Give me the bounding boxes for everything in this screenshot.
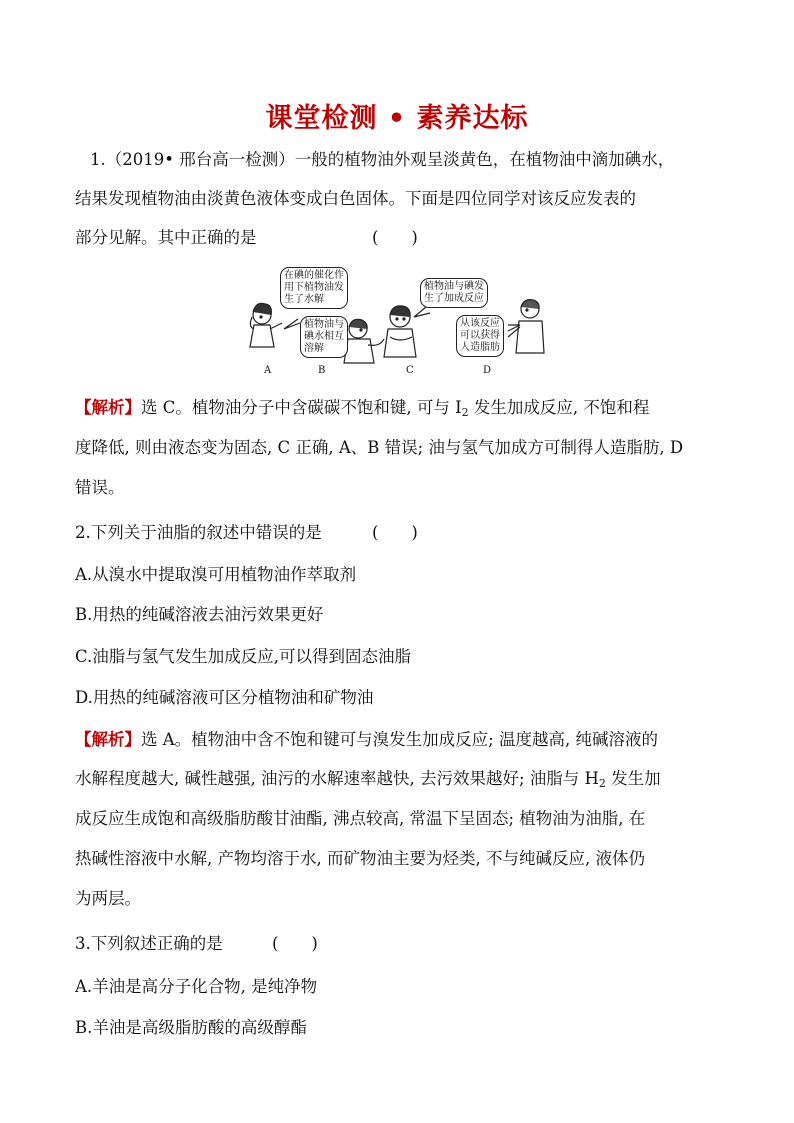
q1-analysis-line-3: 错误。 (75, 478, 125, 497)
speech-bubble-b: 植物油与 碘水相互 溶解 (300, 316, 348, 358)
figure-label-a: A (264, 365, 272, 376)
q2-analysis-line-4: 热碱性溶液中水解, 产物均溶于水, 而矿物油主要为烃类, 不与纯碱反应, 液体仍 (75, 849, 645, 868)
q1-stem-line-1: 1.（2019• 邢台高一检测）一般的植物油外观呈淡黄色，在植物油中滴加碘水， (90, 150, 675, 169)
q2-analysis-line-3: 成反应生成饱和高级脂肪酸甘油酯, 沸点较高, 常温下呈固态; 植物油为油脂, 在 (75, 809, 646, 828)
speech-bubble-c: 植物油与碘发 生了加成反应 (420, 278, 488, 308)
q1-cartoon-figure (240, 267, 550, 379)
q2-option-a: A.从溴水中提取溴可用植物油作萃取剂 (75, 565, 357, 584)
q1-stem-line-3: 部分见解。其中正确的是 (75, 228, 257, 247)
speech-bubble-a: 在碘的催化作 用下植物油发 生了水解 (280, 267, 348, 309)
q2-option-b: B.用热的纯碱溶液去油污效果更好 (75, 605, 324, 624)
speech-bubble-d: 从该反应 可以获得 人造脂肪 (456, 315, 504, 357)
q2-option-c: C.油脂与氢气发生加成反应,可以得到固态油脂 (75, 647, 412, 666)
q3-stem: 3.下列叙述正确的是 (75, 934, 223, 953)
q3-option-a: A.羊油是高分子化合物, 是纯净物 (75, 977, 318, 996)
q2-analysis-line-5: 为两层。 (75, 889, 141, 908)
figure-label-b: B (318, 365, 326, 376)
q3-answer-paren: ( ) (272, 934, 318, 953)
q1-analysis-line-2: 度降低, 则由液态变为固态, C 正确, A、B 错误; 油与氢气加成方可制得人造脂肪, D (75, 438, 684, 457)
q1-stem-line-2: 结果发现植物油由淡黄色液体变成白色固体。下面是四位同学对该反应发表的 (75, 189, 636, 208)
q1-analysis-line-1: 【解析】选 C。植物油分子中含碳碳不饱和键, 可与 $I_2$ 发生加成反应, 不饱和程 (75, 398, 650, 419)
q1-answer-paren: ( ) (372, 228, 418, 247)
figure-label-c: C (406, 365, 414, 376)
analysis-tag: 【解析】 (75, 730, 141, 749)
q2-stem: 2.下列关于油脂的叙述中错误的是 (75, 523, 322, 542)
q2-analysis-line-1: 【解析】选 A。植物油中含不饱和键可与溴发生加成反应; 温度越高, 纯碱溶液的 (75, 730, 658, 749)
q2-analysis-line-2: 水解程度越大, 碱性越强, 油污的水解速率越快, 去污效果越好; 油脂与 $H_2$ 发生加 (75, 769, 661, 790)
figure-label-d: D (483, 365, 492, 376)
q2-answer-paren: ( ) (372, 523, 418, 542)
q3-option-b: B.羊油是高级脂肪酸的高级醇酯 (75, 1018, 307, 1037)
page-title: 课堂检测 • 素养达标 (265, 103, 529, 134)
q2-option-d: D.用热的纯碱溶液可区分植物油和矿物油 (75, 688, 374, 707)
analysis-tag: 【解析】 (75, 398, 141, 417)
